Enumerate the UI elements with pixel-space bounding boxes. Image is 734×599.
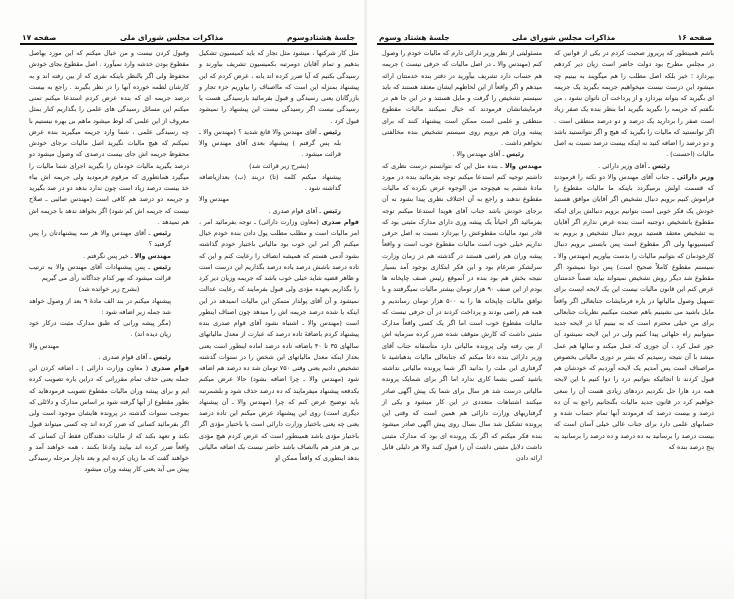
scan-shading — [367, 539, 734, 599]
signature: مهندس والا — [199, 195, 229, 204]
paragraph: وقبول کردن نیست و من خیال میکنم که این مورد بهاصل مقطوع بودن خدشه وارد نمیآورد . اصل مقطوع بجای خودش محفوظ ولی اگر بالنظر باینکه نفری که از بین رفته اند و به کارشان لطمه خورده آنها را در نظر بگیرند . راجع به بیست درصد جریمه ای که بنده عرض کردم استدعا میکنم تمنی میکنم این مسائل رسیدگی های علمی را بگذاریم کنار بمثل معروف از این علمی که لوط میشود ماهم بی بهره نیستیم با چه رسیدگی علمی ، شما وارد جریمه میگیرید بنده عرض نمیکنم که هیچ مالیات نگیرید اصل مالیات برجای خودش محفوظ جریمه اش جای بیست درصدی که وصول میشود دو درصد بگیرید مالیات خودمان را بگیرید اجرای شما مالیات را میگیرد همانطوری که مرقوم فرمودید ولی جریمه اش بیاء خذ بیست درصد زیاد است چون ندارد بدهد دو در صد بگیرید و جریمه دو درصد هم کافی است (مهندس صائبی ـ صلاح نیست که جریمه اش کم شود) اگر بخواهد ندهد با جریمه اش هم نمیدهد . — [29, 49, 189, 226]
header-title: مذاکرات مجلس شورای ملی — [119, 33, 224, 42]
speech-paragraph: وزیر دارائی ـ جناب آقای مهندس والا دو نکته را فرمودند که قسمت اولش برمیگردد باینکه ما مالیات مقطوع را فراموش کنیم برویم دنبال تشخیص اگر آقایان موافق هستید خودش یک فکر خوبی است بتوانیم برویم دنبالش برای اینکه مقطوع باتشخیص دوجنبه است بنده عرض ندارم اگر آقایان به تشخیص معتقد هستید برویم دنبال تشخیص و برویم به کمیسیونها ولی اگر مقطوع است پس بایستی برویم دنبال کارخودمان که بتوانیم مالیات را بدست بیاوریم (مهندس والا ـ سیستم مقطوع کاملاً صحیح است) پس دوتا نمیشود اگر مقطوع شد دیگر روش تشخیص نمیتواند بیاید ضمناً خدمتتان عرض کنم این قانون مالیات نیست این یک لایحه ایست برای تسهیل وصول مالیاتها در باره فرمایشات جنابعالی اگر واقعاً مایل باشید می نشینیم باهم صحبت میکنیم نظریات جنابعالی برای من خیلی محترم است که به بینیم آیا در لایحه جدید میتوانیم راه حلهائی پیدا کنیم ولی در این لایحه نمیشود آن جور عمل کرد ، آن جوری که عمل میکند و سالها هم عمل میشد با آن نتیجه رسیدیم که بشر بر دوری مالیاتی بخصوص مراصناف است پس آمدیم یک لایحه آوردیم که خودشان هم قبول کردند تا انجائیکه بتوانیم درد را دوا کنیم با این لایحه همه درد هارا حل نکردیم دردهای زیادی هست آن را سعی خواهیم کرد در قانون جدید مالیات بگنجانیم راجع به آن ده درصد و بیست درصد که فرمودند آنها تمام حساب شده و حسابهای علمی دارد برای جناب عالی خیلی آسان است که بیست درصد را برسانید به ده درصد و ده درصد را برسانید به پنج درصد بنده که — [554, 172, 714, 451]
text-column-left — [382, 48, 542, 464]
header-rule — [20, 43, 357, 45]
speech-paragraph: رئیس ـ آقای وزیر دارائی . — [598, 161, 670, 170]
paragraph: مثل کار شرکتها ، میشود مثل تجار که باید کمیسیون تشکیل بدهیم و تمام آقایان دومرتبه بکمیسیون تشریف بیاورند و رسیدگی بکنیم که آیا ضرر کرده اند یانه ، عرض کردم که این پیشنهاد بمنزله این است که مااصناف را بیاوریم جزء تجار و بازرگانان یعنی رسیدگی و قبول بفرمائید بارسیدگی هست یا رسیدگی نیست اگر رسیدگی نیست این پیشنهاد را نمیشود قبول کرد . — [199, 49, 359, 125]
speaker-name: مهندس والا — [504, 161, 542, 170]
page-number: صفحه ۱۶ — [677, 33, 712, 42]
text-column-left — [29, 48, 189, 476]
speaker-name: رئیس — [323, 127, 341, 136]
speech-paragraph: رئیس ـ پس پیشنهادات آقای مهندس والا به ترتیب قرائت میشود که بهر کدام جداگانه رأی می گیریم — [29, 262, 171, 282]
speaker-name: رئیس — [323, 206, 341, 215]
scan-shading — [0, 539, 367, 599]
speaker-name: مهندس والا — [134, 251, 171, 260]
signature: مهندس والا — [29, 341, 59, 350]
header-title: مذاکرات مجلس شورای ملی — [511, 33, 616, 42]
speech-paragraph: رئیس ـ آقای قوام صدری . — [268, 206, 341, 215]
speech-paragraph: مهندس والا ـ بنده مثل این که نتوانستم درست نظری که داشتم توجیه کنم استدعا میکنم توجه بفرمائید بنده در مورد مادهٔ ششم به هیچوجه من الوجوه عرض نکرده که مالیات مقطوع ندهند و راجع به آن اختلاف نظری پیدا بشود نه آن برجای خودش باشد جناب آقای هویدا استدعا میکنم توجه بفرمائید اگر احیاناً یک پیشه وری دارای مدارک مثبتی بود که قادر نبود مالیات مقطوعش را بپردازد نسبت به اصل حرفی نداریم خیلی خوب است مالیات مقطوع خوب است و واقعاً پیشه وران هم راضی هستند در گذشته هم در زمان وزارت سرلشکر ضرغام بود و این فکر ابتکاری بوجود آمد بسیار نتیجه بخش هم بود بنده در آنموقع رئیس صنف چاپخانه ها بودم از این صنف ۹۰ هزار تومان بیشتر مالیات نمیگرفتند و با توافق مالیات چاپخانه ها را به ۵۰۰ هزار تومان رساندیم و همه هم راضی بودند و پرداخت کردند در آن حرفی نیست که مالیات مقطوع خوب است اما اگر یک کسی واقعاً مدارک مثبتی داشت که کارش متوقف شده ضرر کرده سرمایه اش از بین رفته ولی پرونده مالیاتی دارد متأسفانه جناب آقای وزیر دارائی بنده دعا میکنم که جنابعالی مالیات بدهباشید تا گرفتاری این ملت را بدانید اگر شما پرونده مالیاتی نداشته باشید کسی بشما کاری ندارد اما اگر برای شمایک پرونده مالیاتی درست شد هر سال برای شما یک پیش آگهی صادر میکنند اشتباهات متعددی در این کار میشود و یکی از گرفتاریهای وزارت دارائی هم همین است که وقتی این پرونده تشکیل شد سال بسال روی پیش آگهی صادر میشود بنده فکر میکنم که اگر یک پرونده ای بود که مدارک مثبتی داشت دلایل مثبتی داشت آن را قبول کنند والا هر دلیلی قابل ارائه دادن — [382, 161, 542, 462]
page-header — [379, 30, 712, 42]
speaker-name: قوام صدری — [151, 364, 189, 372]
speech-paragraph: مهندس والا ـ خیر پس نگرفتم . — [83, 251, 171, 260]
paragraph: پیشنهاد میکنم در بند الف مادهٔ ۹ بعد از وصول خواهد شد جمله زیر اضافه شود : — [29, 296, 171, 316]
speech-paragraph: رئیس ـ آقای مهندس والا . — [452, 150, 524, 159]
speaker-name: رئیس — [153, 262, 171, 271]
text-column-right — [199, 48, 359, 464]
speaker-name: رئیس — [652, 161, 670, 170]
speaker-name: رئیس — [153, 352, 171, 361]
speech-paragraph: رئیس ـ آقای مهندس والا هر سه پیشنهادتان را پس گرفتید ؟ — [29, 229, 171, 249]
paragraph: پیشنهاد میکنم کلمه (تا) دربند (ب) بعدازیاضافه گذاشته شود . — [199, 172, 341, 192]
paragraph: (مگر پیشه ورانی که طبق مدارک مثبت درکار خود زیان دیده اند) . — [29, 319, 171, 339]
stage-direction: (بشرح زیر قرائت شد) — [249, 161, 309, 170]
speaker-name: رئیس — [153, 229, 171, 237]
session-label: جلسهٔ هشتاد وسوم — [379, 33, 450, 42]
speech-paragraph: قوام صدری (معاون وزارت دارائی) ـ توجه بفرمائید امر ، امر مالیات است و مطلب مطلب پول دادن بنده خودم خیال میکنم اگر امر این خوب بود مالیاتی باختیار خودم گذاشته بشود آدمی هستم که همیشه انصاف را رعایت کنم و این که تاده درصد باشش درصد یاده درصد بگذاریم این درست است و ظاهر قضیه شاید خیلی خوب باشد که جریمه وزیان دیر کرد را بگذاریم بعهده مؤدی ولی قبول بفرمایند که رعایت عدالت نمیشود و آن آقای پولدار متمکن این مالیات انمیدهد در این اینکه یا شده درصد جریمه اش را میدهد چون اصناف اینطور است (مهندس والا ـ اشتباه نشود آقای قوام صدری بنده پیشنهاد کردم باضافهٔ تاده درصد که عبارت از معدل مالیاتهای سالهای ۳۵ تا ۴۰ باضافه تاده درصد اماده اینطور است یعنی بعداز اینکه معدل مالیاتهای این شخص را در سنوات گذشته تشخیص دادیم یعنی وقتی ۷۵۰ تومان شد ده درصد هم اضافه شود (مهندس والا ـ چرا اضافه بشود) حالا عرض میکنم یکدفعه پیشنهاد میفرمایند که ده درصد حذف شود و بلشمرتبه باید توضیح عرض کنم که چرا (مهندس والا ـ آن پیشنهاد دیگری است) روی این پیشنهاد عرض میکنم این تاده درصد یعنی چه یعنی باختیار وزارت دارائی است یا باختیار مؤدی اگر باختیار مؤدی باشد همینطور است که عرض کردم هیچ مؤدی بی هر قدر هم باانصاف باشد حاضر نیست یک اضافه مالیاتی بدهد اینطوری که واقعاً ممکن او — [199, 217, 360, 462]
paragraph: باشم همینطور که پریروز صحبت کردم در یکی از قوانین که در مجلس مطرح بود دولت حاضر است زیان دیر کردهم بپردازد ؛ خیر بلکه اصل مطلب را هم میگویند به بینیم چه میشود این درست نیست میخواهیم جریمه بگیرید یک جریمه ای بگیرید که بتواند بپردازد و از پرداخت آن ناتوان نشود ، من نگفتم که جریمه را نگیرید بگیرید اما بنظر بنده یک صفر زیاد است صفر را بردارید یک درصد و دو درصد منطقی است . اگر توانستید که مالیات را بگیرید که هیچ و اگر نتوانستید باشد و دو درصد را اضافه کنید نه اینکه بیست درصد نسبت به اصل مالیات (احسنت) . — [554, 49, 714, 159]
header-rule — [377, 43, 714, 45]
speech-paragraph: قوام صدری ( معاون وزارت دارائی ) ـ اضافه کردن این جمله یعنی حذف تمام مقرراتی که دراین باره تصویب کرده ایم و برای پیشه وران مالیات مقطوع تصویب فرمودهاید که بطور مقطوع از آنها گرفته شود بر اساس مدارک و دلائلی که بموجب سنوات گذشته در پرونده هایشان موجود است ولی اگر بفرمائید کسانی که ضرر کرده اند چه کسی میتواند قبول بکند و تعهد بکند که از مالیات دهندگان فقط آن کسانی که واقعاً ضرر کرده اند بیایند وادعا بکنند ، همه خواهند آمد و خواهند گفت که ما زیان کرده ایم و بعد ناچار مرحله رسیدگی پیش می آید یعنی کار پیشه وران میشود — [29, 364, 189, 474]
text-column-right — [554, 48, 714, 453]
stage-direction: (بشرح زیر خوانده شد) — [78, 285, 140, 294]
speaker-name: رئیس — [506, 150, 524, 159]
speaker-name: قوام صدری — [321, 217, 359, 226]
page-number: صفحه ۱۷ — [22, 33, 57, 42]
speech-paragraph: رئیس ـ آقای قوام صدری . — [98, 352, 171, 361]
page-right — [367, 0, 734, 599]
paragraph: مسئولیتی از نظر وزیر دارائی دارم که مالیات خودم را وصول کنم (مهندس والا ـ در اصل مالیات که حرفی نیست ) جریمه هم حساب دارد تشریف بیآورید در دفتر بنده خدمتتان ارائه میدهم و اگر واقعاً از این لحاظهم ایشان معتقد هستند که باید سیستم تشخیص را گرفت و مایل هستند و در این جا هم در فرمایشاتشان فرمودند که خیال نمیکنند مالیات مقطوع منطقی و علمی است ممکن است پیشنهاد کنند که برای پیشه وران هم برویم روی سیستم تشخیص بنده مخالفتی نخواهم داشت . — [382, 49, 542, 147]
page-header — [22, 30, 355, 42]
speech-paragraph: رئیس ـ آقای مهندس والا قانع شدید ؟ (مهندس والا ـ بله پس گرفتم ) پیشنهاد بعدی آقای مهندس والا قرائت میشود . — [199, 127, 341, 159]
speaker-name: وزیر دارائی — [676, 172, 714, 181]
session-label: جلسهٔ هشتادوسوم — [286, 33, 355, 42]
